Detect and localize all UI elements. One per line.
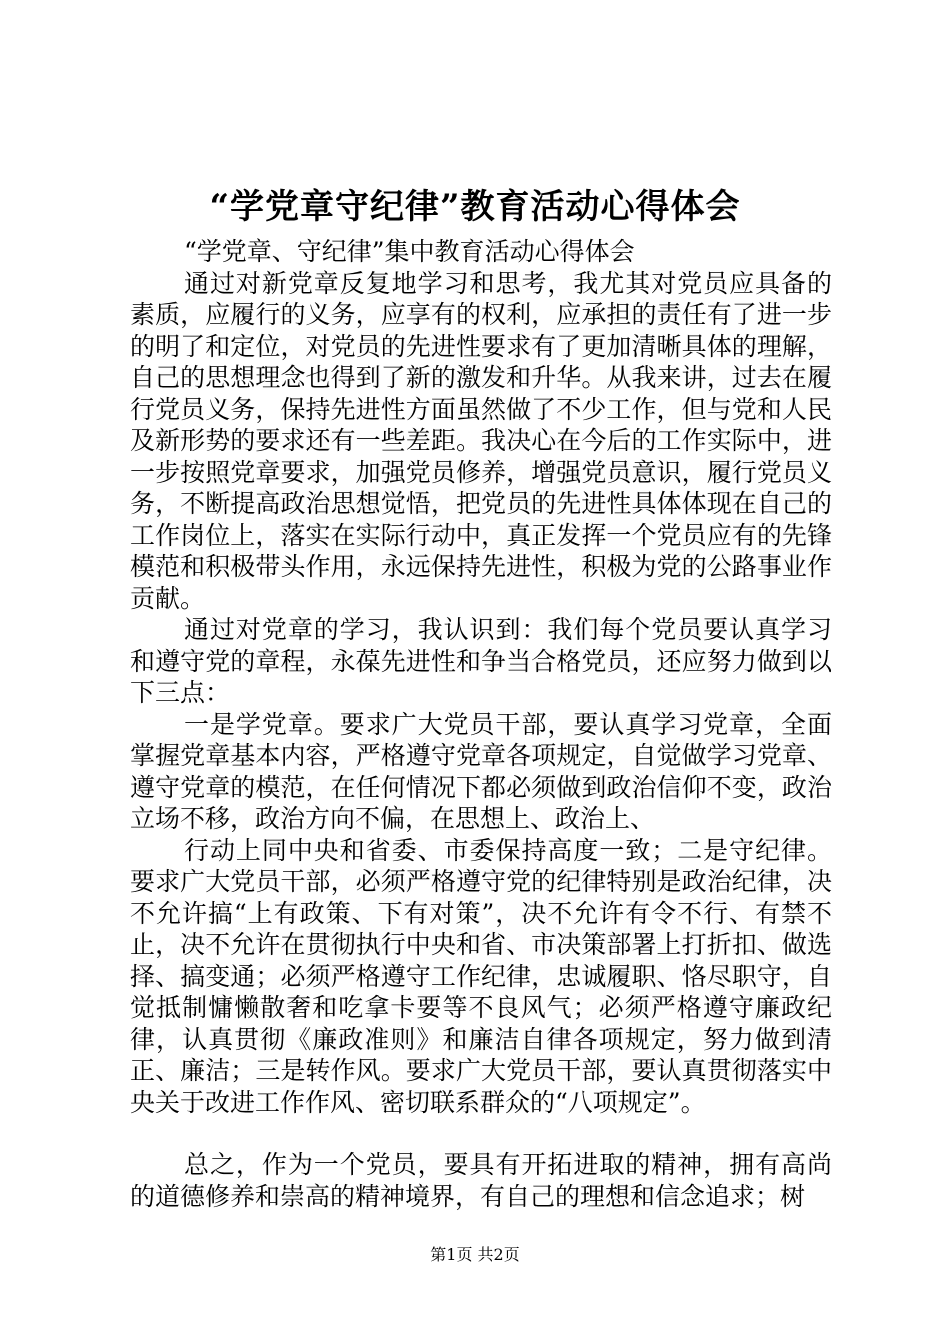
paragraph-4: 行动上同中央和省委、市委保持高度一致；二是守纪律。要求广大党员干部，必须严格遵守党的纪律特别是政治纪律，决不允许搞“上有政策、下有对策”，决不允许有令不行、有禁不止，决不允许在贯彻执行中央和省、市决策部署上打折扣、做选择、搞变通；必须严格遵守工作纪律，忠诚履职、恪尽职守，自觉抵制慵懒散奢和吃拿卡要等不良风气；必须严格遵守廉政纪律，认真贯彻《廉政准则》和廉洁自律各项规定，努力做到清正、廉洁；三是转作风。要求广大党员干部，要认真贯彻落实中央关于改进工作作风、密切联系群众的“八项规定”。 — [130, 835, 832, 1117]
document-body — [130, 236, 832, 1212]
document-title: “学党章守纪律”教育活动心得体会 — [209, 187, 741, 227]
paragraph-5: 总之，作为一个党员，要具有开拓进取的精神，拥有高尚的道德修养和崇高的精神境界，有自己的理想和信念追求；树 — [130, 1150, 832, 1211]
paragraph-3: 一是学党章。要求广大党员干部，要认真学习党章，全面掌握党章基本内容，严格遵守党章各项规定，自觉做学习党章、遵守党章的模范，在任何情况下都必须做到政治信仰不变，政治立场不移，政治方向不偏，在思想上、政治上、 — [130, 709, 832, 833]
paragraph-1: 通过对新党章反复地学习和思考，我尤其对党员应具备的素质，应履行的义务，应享有的权利，应承担的责任有了进一步的明了和定位，对党员的先进性要求有了更加清晰具体的理解，自己的思想理念也得到了新的激发和升华。从我来讲，过去在履行党员义务，保持先进性方面虽然做了不少工作，但与党和人民及新形势的要求还有一些差距。我决心在今后的工作实际中，进一步按照党章要求，加强党员修养，增强党员意识，履行党员义务，不断提高政治思想觉悟，把党员的先进性具体体现在自己的工作岗位上，落实在实际行动中，真正发挥一个党员应有的先锋模范和积极带头作用，永远保持先进性，积极为党的公路事业作贡献。 — [130, 268, 832, 613]
paragraph-2: 通过对党章的学习，我认识到：我们每个党员要认真学习和遵守党的章程，永葆先进性和争当合格党员，还应努力做到以下三点： — [130, 615, 832, 707]
document-subtitle: “学党章、守纪律”集中教育活动心得体会 — [184, 237, 635, 266]
page-footer: 第1页 共2页 — [430, 1245, 520, 1264]
